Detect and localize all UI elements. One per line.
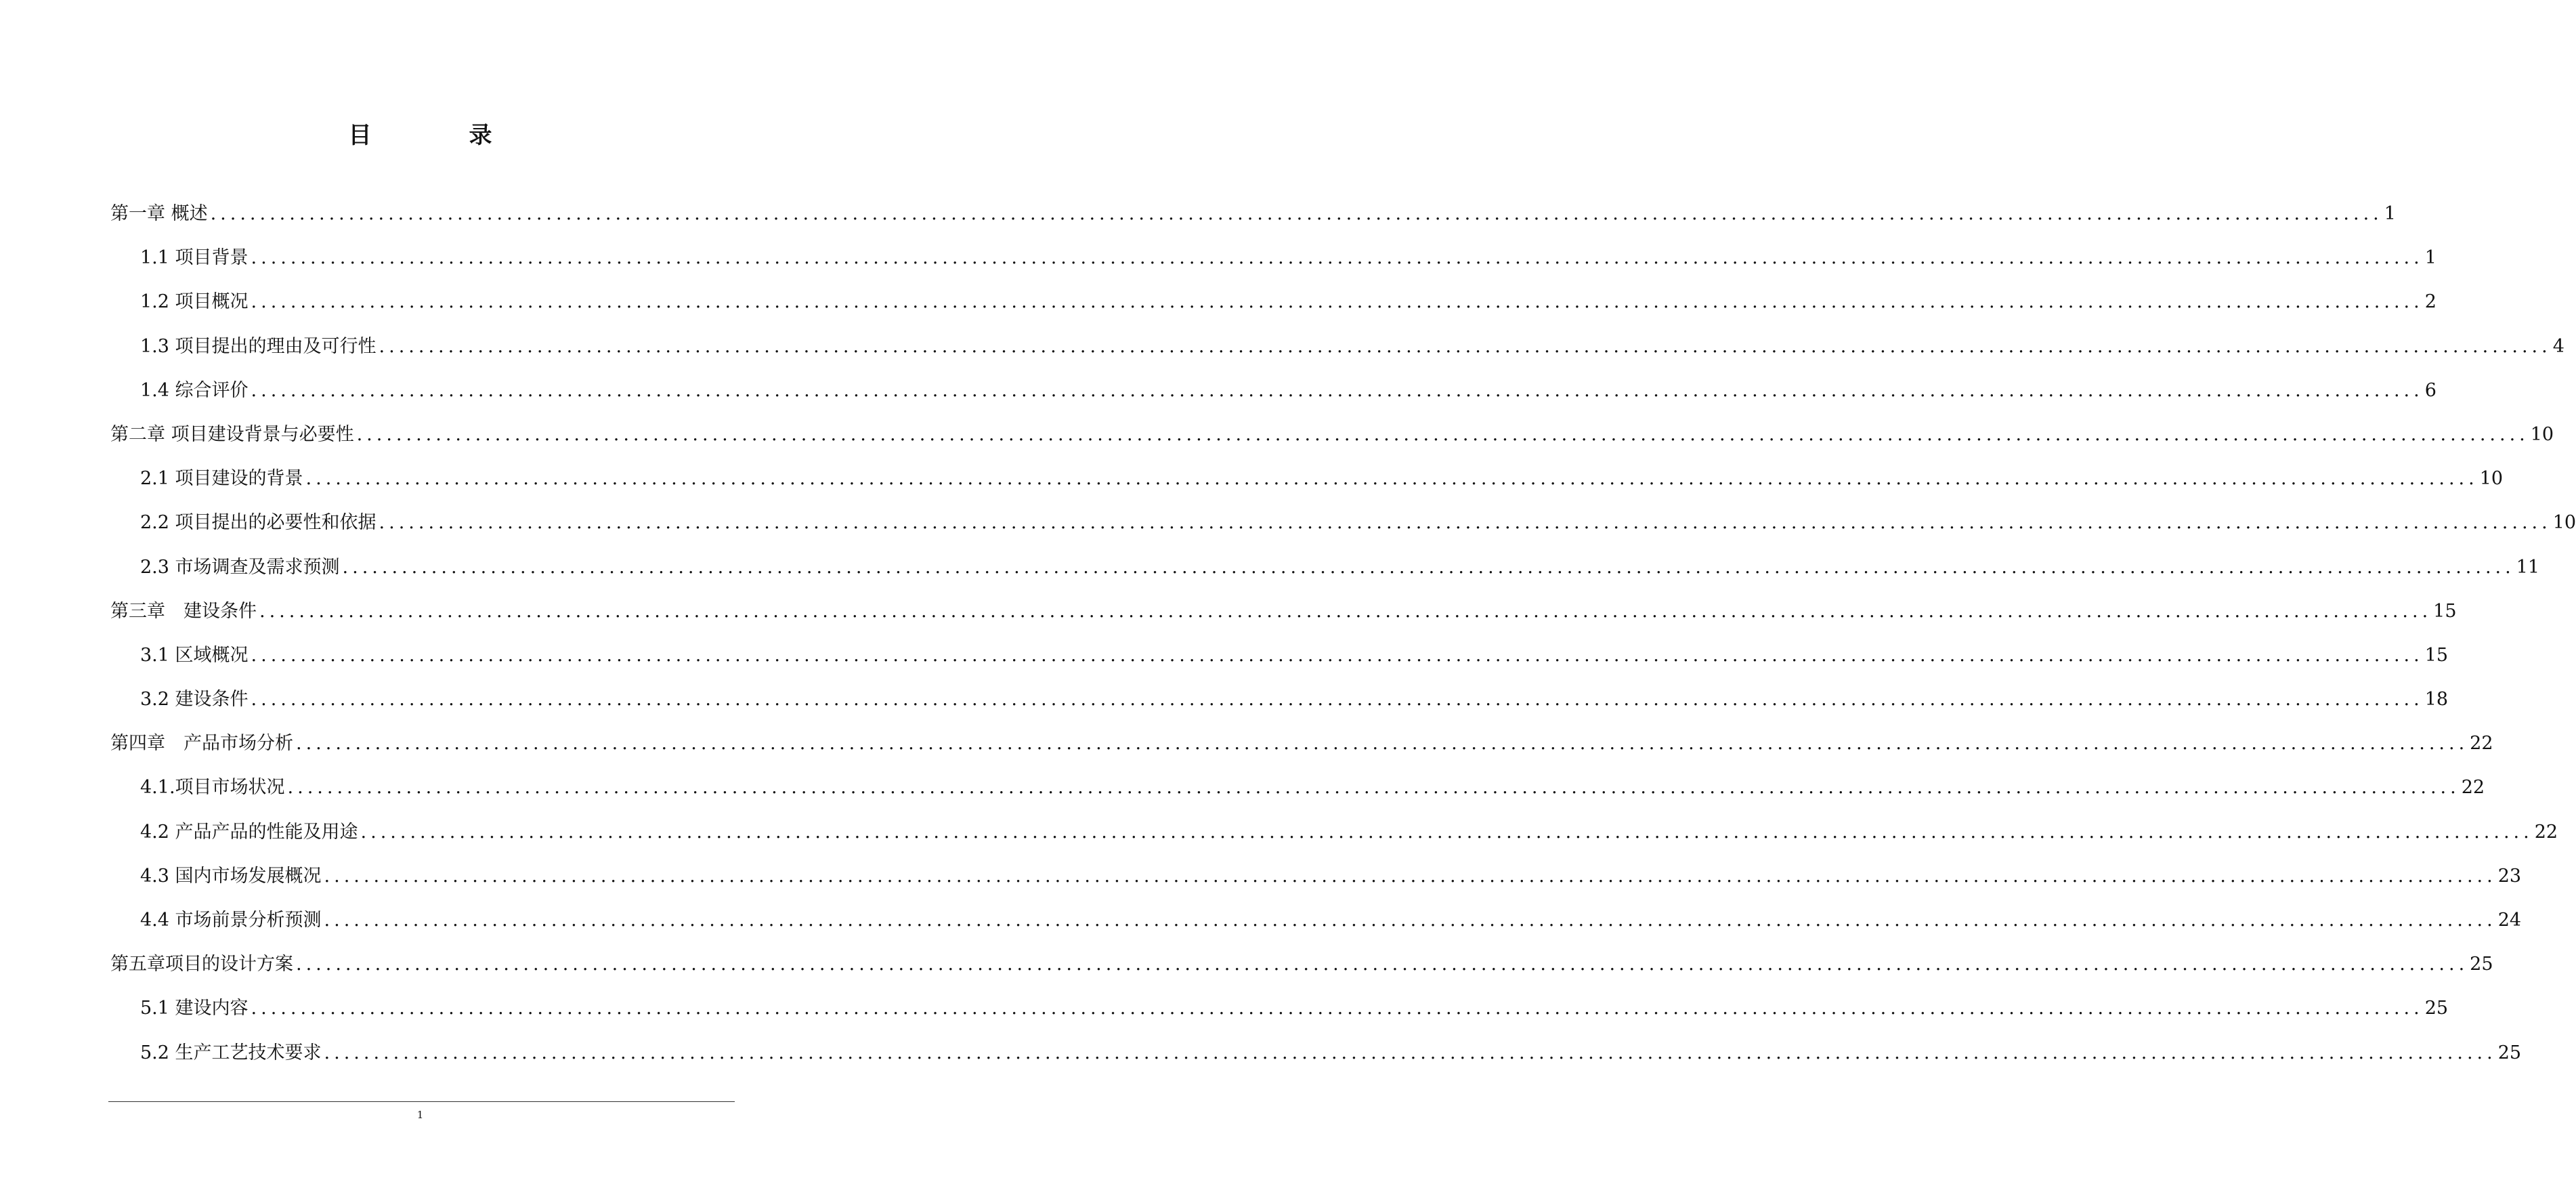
toc-entry-page-number: 22 bbox=[2534, 821, 2558, 843]
footer-divider bbox=[108, 1101, 735, 1102]
toc-dot-leader: ............................................................................................................................................................................................................................ bbox=[296, 954, 2469, 975]
toc-dot-leader: ............................................................................................................................................................................................................................ bbox=[210, 203, 2383, 224]
toc-section-entry[interactable] bbox=[110, 554, 2540, 598]
toc-section-entry[interactable] bbox=[110, 774, 2485, 818]
toc-dot-leader: ............................................................................................................................................................................................................................ bbox=[305, 468, 2478, 490]
toc-entry-label: 4.3 国内市场发展概况 bbox=[140, 865, 322, 887]
toc-entry-page-number: 25 bbox=[2470, 954, 2493, 975]
toc-entry-page-number: 25 bbox=[2497, 1042, 2522, 1063]
toc-dot-leader: ............................................................................................................................................................................................................................ bbox=[324, 865, 2497, 887]
toc-dot-leader: ............................................................................................................................................................................................................................ bbox=[251, 644, 2424, 666]
toc-section-entry[interactable] bbox=[110, 245, 2437, 289]
toc-chapter-entry[interactable] bbox=[110, 421, 2554, 465]
toc-entry-page-number: 10 bbox=[2530, 423, 2554, 445]
toc-entry-page-number: 10 bbox=[2552, 512, 2576, 534]
toc-entry-label: 3.1 区域概况 bbox=[140, 644, 249, 666]
toc-entry-label: 4.2 产品产品的性能及用途 bbox=[140, 821, 358, 843]
toc-entry-page-number: 15 bbox=[2433, 600, 2457, 622]
toc-dot-leader: ............................................................................................................................................................................................................................ bbox=[379, 512, 2552, 534]
toc-entry-label: 2.2 项目提出的必要性和依据 bbox=[140, 512, 377, 534]
toc-section-entry[interactable] bbox=[110, 907, 2522, 951]
toc-chapter-entry[interactable] bbox=[110, 598, 2457, 642]
toc-chapter-entry[interactable] bbox=[110, 730, 2493, 774]
toc-entry-page-number: 4 bbox=[2552, 335, 2564, 357]
toc-dot-leader: ............................................................................................................................................................................................................................ bbox=[251, 689, 2424, 710]
toc-entry-page-number: 22 bbox=[2461, 777, 2485, 799]
toc-section-entry[interactable] bbox=[110, 1040, 2522, 1084]
toc-entry-page-number: 10 bbox=[2479, 468, 2504, 490]
toc-entry-page-number: 11 bbox=[2516, 556, 2540, 578]
toc-title: 目 录 bbox=[348, 122, 530, 149]
toc-chapter-entry[interactable] bbox=[110, 951, 2493, 995]
toc-entry-label: 3.2 建设条件 bbox=[140, 689, 249, 710]
toc-entry-label: 第二章 项目建设背景与必要性 bbox=[110, 423, 354, 445]
toc-section-entry[interactable] bbox=[110, 333, 2564, 377]
toc-dot-leader: ............................................................................................................................................................................................................................ bbox=[324, 910, 2497, 931]
toc-section-entry[interactable] bbox=[110, 289, 2437, 333]
toc-entry-page-number: 22 bbox=[2470, 733, 2493, 755]
toc-entry-label: 第五章项目的设计方案 bbox=[110, 954, 293, 975]
toc-entry-label: 4.1.项目市场状况 bbox=[140, 777, 285, 799]
toc-dot-leader: ............................................................................................................................................................................................................................ bbox=[296, 733, 2469, 755]
toc-entry-page-number: 1 bbox=[2384, 203, 2396, 224]
toc-entry-page-number: 15 bbox=[2424, 644, 2449, 666]
toc-dot-leader: ............................................................................................................................................................................................................................ bbox=[251, 291, 2424, 313]
toc-dot-leader: ............................................................................................................................................................................................................................ bbox=[379, 335, 2552, 357]
toc-dot-leader: ............................................................................................................................................................................................................................ bbox=[251, 247, 2424, 269]
toc-entry-page-number: 23 bbox=[2497, 865, 2522, 887]
toc-entry-page-number: 6 bbox=[2424, 379, 2437, 401]
toc-dot-leader: ............................................................................................................................................................................................................................ bbox=[356, 423, 2529, 445]
toc-entry-label: 第一章 概述 bbox=[110, 203, 208, 224]
toc-entry-page-number: 2 bbox=[2424, 291, 2437, 313]
toc-entry-label: 2.1 项目建设的背景 bbox=[140, 468, 303, 490]
toc-entry-label: 1.1 项目背景 bbox=[140, 247, 249, 269]
toc-entry-page-number: 18 bbox=[2424, 689, 2449, 710]
toc-section-entry[interactable] bbox=[110, 642, 2449, 686]
toc-chapter-entry[interactable] bbox=[110, 200, 2396, 245]
toc-entry-page-number: 24 bbox=[2497, 910, 2522, 931]
toc-section-entry[interactable] bbox=[110, 686, 2449, 730]
toc-entry-label: 第三章 建设条件 bbox=[110, 600, 257, 622]
page-number: 1 bbox=[416, 1109, 424, 1121]
toc-dot-leader: ............................................................................................................................................................................................................................ bbox=[324, 1042, 2497, 1063]
toc-entry-label: 5.1 建设内容 bbox=[140, 998, 249, 1019]
toc-entry-label: 第四章 产品市场分析 bbox=[110, 733, 293, 755]
toc-entry-page-number: 1 bbox=[2424, 247, 2437, 269]
toc-section-entry[interactable] bbox=[110, 377, 2437, 421]
toc-entry-label: 1.2 项目概况 bbox=[140, 291, 249, 313]
toc-entry-label: 5.2 生产工艺技术要求 bbox=[140, 1042, 322, 1063]
toc-dot-leader: ............................................................................................................................................................................................................................ bbox=[251, 379, 2424, 401]
toc-dot-leader: ............................................................................................................................................................................................................................ bbox=[251, 998, 2424, 1019]
toc-section-entry[interactable] bbox=[110, 863, 2522, 907]
toc-entry-label: 2.3 市场调查及需求预测 bbox=[140, 556, 340, 578]
toc-section-entry[interactable] bbox=[110, 465, 2504, 509]
toc-entry-label: 1.4 综合评价 bbox=[140, 379, 249, 401]
toc-entry-label: 4.4 市场前景分析预测 bbox=[140, 910, 322, 931]
toc-dot-leader: ............................................................................................................................................................................................................................ bbox=[259, 600, 2432, 622]
toc-dot-leader: ............................................................................................................................................................................................................................ bbox=[287, 777, 2460, 799]
toc-section-entry[interactable] bbox=[110, 509, 2576, 553]
toc-section-entry[interactable] bbox=[110, 819, 2558, 863]
toc-entry-page-number: 25 bbox=[2424, 998, 2449, 1019]
toc-entry-label: 1.3 项目提出的理由及可行性 bbox=[140, 335, 377, 357]
toc-dot-leader: ............................................................................................................................................................................................................................ bbox=[342, 556, 2515, 578]
table-of-contents bbox=[110, 200, 2576, 1084]
toc-dot-leader: ............................................................................................................................................................................................................................ bbox=[360, 821, 2533, 843]
toc-section-entry[interactable] bbox=[110, 995, 2449, 1039]
